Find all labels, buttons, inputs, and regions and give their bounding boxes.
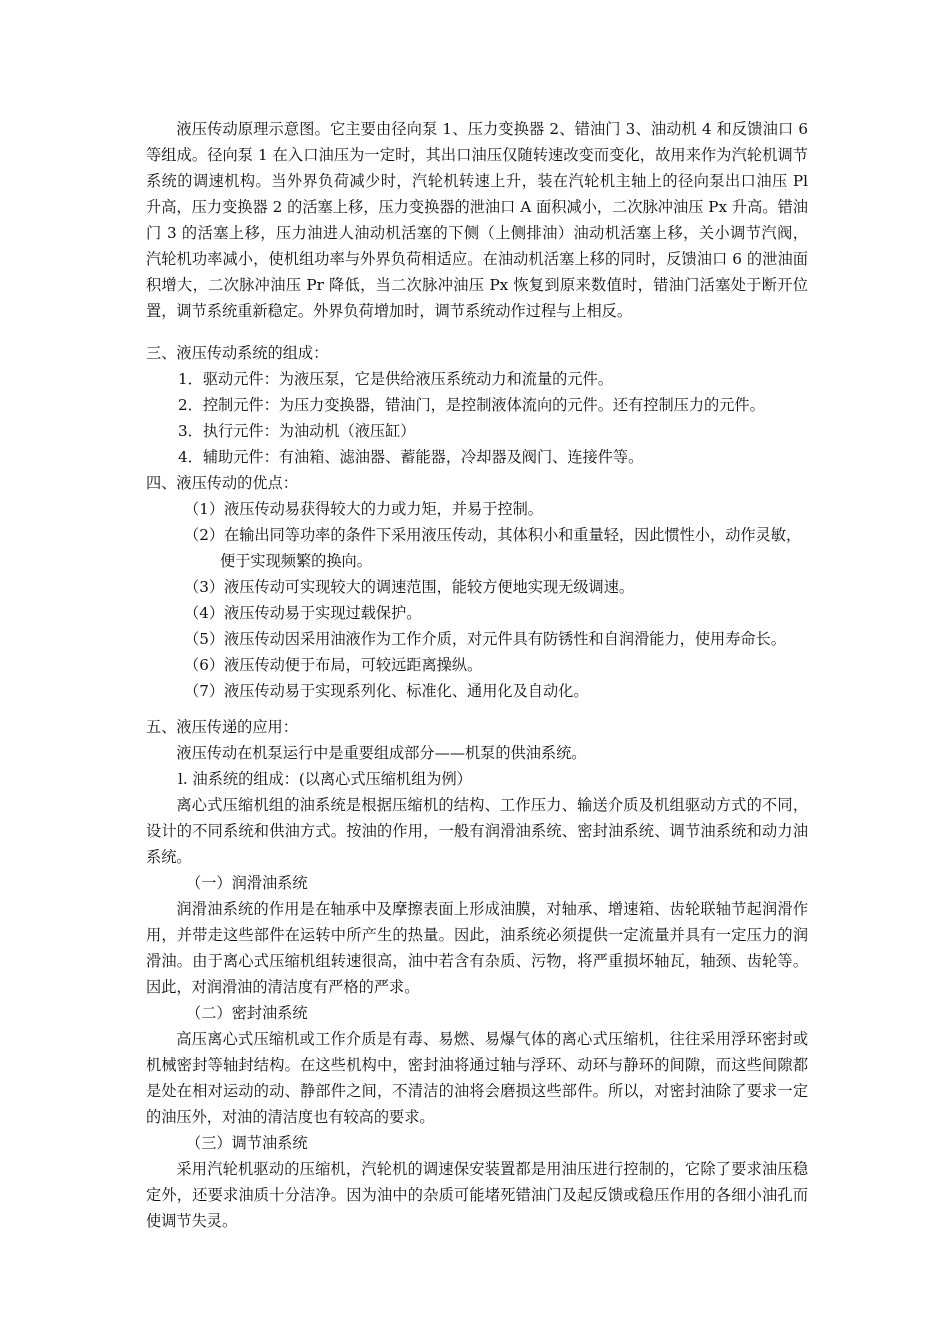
section-3-heading: 三、液压传动系统的组成：	[146, 344, 329, 362]
lube-oil-title: （一）润滑油系统	[186, 874, 308, 892]
section-5-lead: 液压传动在机泵运行中是重要组成部分——机泵的供油系统。	[176, 744, 587, 762]
section-4-item: （4）液压传动易于实现过载保护。	[184, 604, 422, 622]
section-3	[146, 340, 808, 470]
section-4	[146, 470, 808, 704]
seal-oil-text: 高压离心式压缩机或工作介质是有毒、易燃、易爆气体的离心式压缩机，往往采用浮环密封或机械密封等轴封结构。在这些机构中，密封油将通过轴与浮环、动环与静环的间隙，而这些间隙都是处在相对运动的动、静部件之间，不清洁的油将会磨损这些部件。所以，对密封油除了要求一定的油压外，对油的清洁度也有较高的要求。	[146, 1030, 808, 1126]
section-4-heading: 四、液压传动的优点：	[146, 474, 298, 492]
section-3-item: 4．辅助元件：有油箱、滤油器、蓄能器，冷却器及阀门、连接件等。	[178, 448, 644, 466]
section-4-item: （1）液压传动易获得较大的力或力矩，并易于控制。	[184, 500, 543, 518]
section-3-item: 1．驱动元件：为液压泵，它是供给液压系统动力和流量的元件。	[178, 370, 613, 388]
intro-block	[146, 116, 808, 324]
section-5-subheading: l. 油系统的组成：(以离心式压缩机组为例）	[178, 770, 472, 788]
section-5-heading: 五、液压传递的应用：	[146, 718, 298, 736]
section-4-item: （3）液压传动可实现较大的调速范围，能较方便地实现无级调速。	[184, 578, 635, 596]
intro-paragraph: 液压传动原理示意图。它主要由径向泵 1、压力变换器 2、错油门 3、油动机 4 和反馈油口 6 等组成。径向泵 1 在入口油压为一定时，其出口油压仅随转速改变而变化，故用来作为汽轮机调节系统的调速机构。当外界负荷减少时，汽轮机转速上升，装在汽轮机主轴上的径向泵出口油压 Pl 升高，压力变换器 2 的活塞上移，压力变换器的泄油口 A 面积减小，二次脉冲油压 Px 升高。错油门 3 的活塞上移，压力油进人油动机活塞的下侧（上侧排油）油动机活塞上移，关小调节汽阀， 汽轮机功率减小，使机组功率与外界负荷相适应。在油动机活塞上移的同时，反馈油口 6 的泄油面积增大，二次脉冲油压 Pr 降低，当二次脉冲油压 Px 恢复到原来数值时，错油门活塞处于断开位置，调节系统重新稳定。外界负荷增加时，调节系统动作过程与上相反。	[146, 120, 808, 320]
control-oil-text: 采用汽轮机驱动的压缩机，汽轮机的调速保安装置都是用油压进行控制的，它除了要求油压稳定外，还要求油质十分洁净。因为油中的杂质可能堵死错油门及起反馈或稳压作用的各细小油孔而使调节失灵。	[146, 1160, 808, 1230]
control-oil-title: （三）调节油系统	[186, 1134, 308, 1152]
section-5-paragraph: 离心式压缩机组的油系统是根据压缩机的结构、工作压力、输送介质及机组驱动方式的不同，设计的不同系统和供油方式。按油的作用，一般有润滑油系统、密封油系统、调节油系统和动力油系统。	[146, 796, 808, 866]
section-4-item: （7）液压传动易于实现系列化、标准化、通用化及自动化。	[184, 682, 589, 700]
section-3-item: 2．控制元件：为压力变换器，错油门，是控制液体流向的元件。还有控制压力的元件。	[178, 396, 765, 414]
section-4-item: （6）液压传动便于布局，可较远距离操纵。	[184, 656, 483, 674]
section-4-item: （5）液压传动因采用油液作为工作介质，对元件具有防锈性和自润滑能力，使用寿命长。	[184, 630, 786, 648]
seal-oil-title: （二）密封油系统	[186, 1004, 308, 1022]
lube-oil-text: 润滑油系统的作用是在轴承中及摩擦表面上形成油膜，对轴承、增速箱、齿轮联轴节起润滑作用，并带走这些部件在运转中所产生的热量。因此，油系统必须提供一定流量并具有一定压力的润滑油。由于离心式压缩机组转速很高，油中若含有杂质、污物，将严重损坏轴瓦，轴颈、齿轮等。因此，对润滑油的清洁度有严格的严求。	[146, 900, 808, 996]
section-5	[146, 714, 808, 1234]
section-4-item: （2）在输出同等功率的条件下采用液压传动，其体积小和重量轻，因此惯性小，动作灵敏，便于实现频繁的换向。	[184, 526, 802, 570]
section-3-item: 3．执行元件：为油动机（液压缸）	[178, 422, 416, 440]
